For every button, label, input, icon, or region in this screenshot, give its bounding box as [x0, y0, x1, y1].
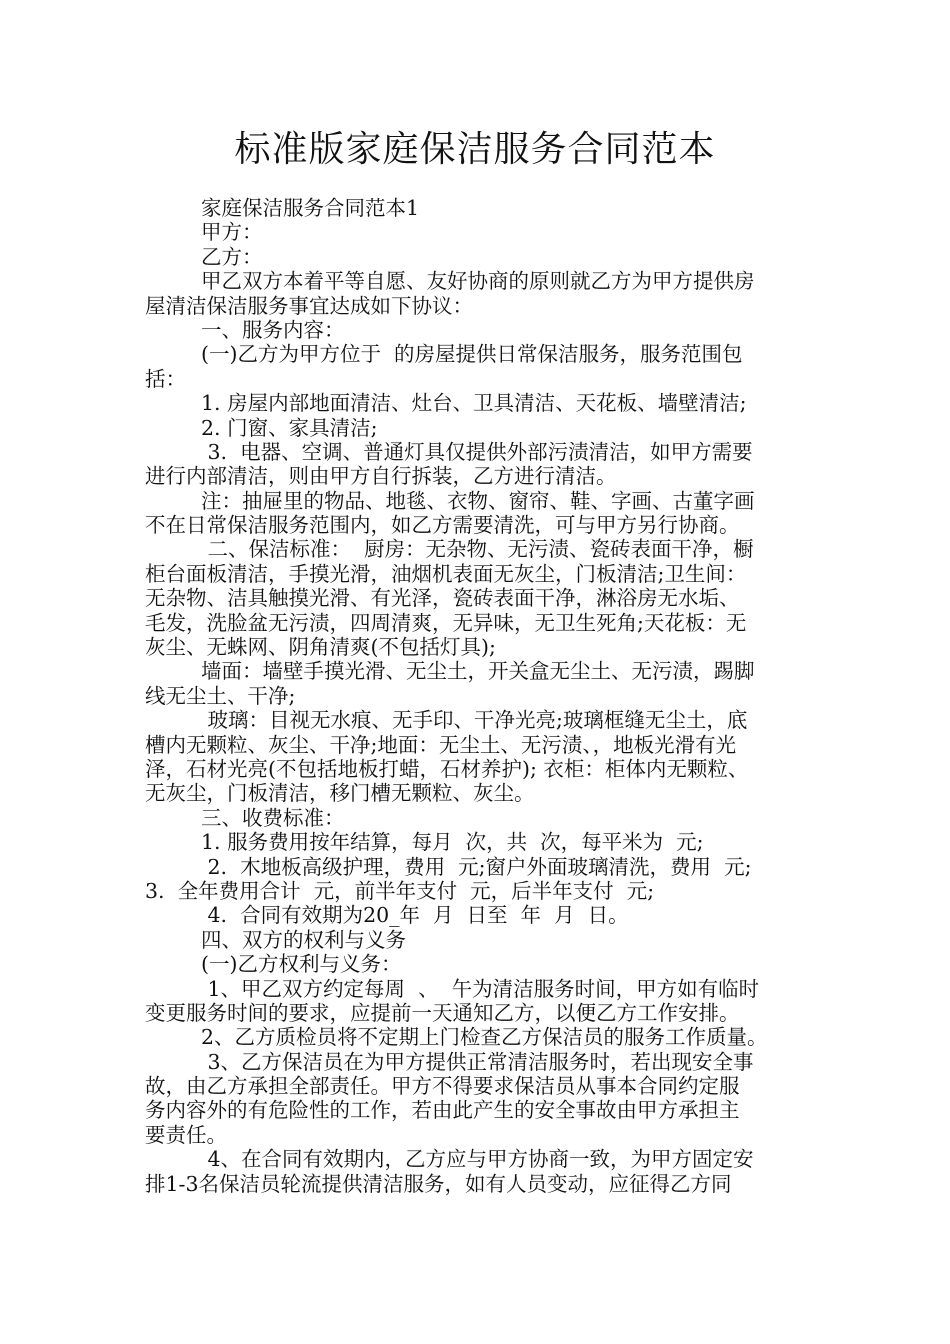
text-line: 柜台面板清洁，手摸光滑，油烟机表面无灰尘，门板清洁;卫生间：	[145, 561, 747, 586]
text-line: 括：	[145, 366, 186, 391]
text-line: 甲乙双方本着平等自愿、友好协商的原则就乙方为甲方提供房	[201, 269, 755, 294]
text-line: 要责任。	[145, 1122, 227, 1147]
text-line: 3、乙方保洁员在为甲方提供正常清洁服务时，若出现安全事	[201, 1049, 754, 1074]
text-line: 注：抽屉里的物品、地毯、衣物、窗帘、鞋、字画、古董字画	[201, 488, 755, 513]
document-body	[145, 196, 810, 1196]
text-line: 线无尘土、干净;	[145, 683, 296, 708]
text-line: (一)乙方权利与义务：	[201, 952, 402, 977]
text-line: 二、保洁标准： 厨房：无杂物、无污渍、瓷砖表面干净，橱	[201, 537, 754, 562]
text-line: 1. 房屋内部地面清洁、灶台、卫具清洁、天花板、墙壁清洁;	[201, 391, 747, 416]
text-line: 务内容外的有危险性的工作，若由此产生的安全事故由甲方承担主	[145, 1098, 740, 1123]
text-line: 毛发，洗脸盆无污渍，四周清爽，无异味，无卫生死角;天花板：无	[145, 610, 747, 635]
text-line: 1. 服务费用按年结算，每月 次，共 次，每平米为 元;	[201, 830, 704, 855]
text-line: 无灰尘，门板清洁，移门槽无颗粒、灰尘。	[145, 781, 535, 806]
text-line: 故，由乙方承担全部责任。甲方不得要求保洁员从事本合同约定服	[145, 1074, 740, 1099]
text-line: 槽内无颗粒、灰尘、干净;地面：无尘土、无污渍、，地板光滑有光	[145, 732, 737, 757]
text-line: 家庭保洁服务合同范本1	[201, 196, 420, 220]
text-line: 2、乙方质检员将不定期上门检查乙方保洁员的服务工作质量。	[201, 1025, 768, 1050]
text-line: 无杂物、洁具触摸光滑、有光泽，瓷砖表面干净，淋浴房无水垢、	[145, 586, 740, 611]
text-line: 排1-3名保洁员轮流提供清洁服务，如有人员变动，应征得乙方同	[145, 1171, 732, 1196]
text-line: 灰尘、无蛛网、阴角清爽(不包括灯具);	[145, 635, 496, 660]
text-line: 屋清洁保洁服务事宜达成如下协议：	[145, 293, 473, 318]
document-title: 标准版家庭保洁服务合同范本	[234, 129, 716, 170]
text-line: 一、服务内容：	[201, 317, 345, 342]
text-line: (一)乙方为甲方位于 的房屋提供日常保洁服务，服务范围包	[201, 342, 743, 367]
text-line: 泽，石材光亮(不包括地板打蜡，石材养护); 衣柜：柜体内无颗粒、	[145, 756, 749, 781]
text-line: 4. 合同有效期为20_年 月 日至 年 月 日。	[201, 903, 629, 928]
text-line: 墙面：墙壁手摸光滑、无尘土，开关盒无尘土、无污渍，踢脚	[201, 659, 755, 684]
text-line: 2. 门窗、家具清洁;	[201, 415, 378, 440]
text-line: 乙方：	[201, 244, 263, 269]
text-line: 进行内部清洁，则由甲方自行拆装，乙方进行清洁。	[145, 464, 617, 489]
text-line: 3. 电器、空调、普通灯具仅提供外部污渍清洁，如甲方需要	[201, 439, 753, 464]
text-line: 四、双方的权利与义务	[201, 927, 406, 952]
text-line: 变更服务时间的要求，应提前一天通知乙方，以便乙方工作安排。	[145, 1000, 740, 1025]
text-line: 不在日常保洁服务范围内，如乙方需要清洗，可与甲方另行协商。	[145, 513, 740, 538]
text-line: 1、甲乙双方约定每周 、 午为清洁服务时间，甲方如有临时	[201, 976, 760, 1001]
text-line: 3. 全年费用合计 元，前半年支付 元，后半年支付 元;	[145, 878, 655, 903]
text-line: 4、在合同有效期内，乙方应与甲方协商一致，为甲方固定安	[201, 1147, 754, 1172]
text-line: 甲方：	[201, 220, 263, 245]
text-line: 2. 木地板高级护理，费用 元;窗户外面玻璃清洗，费用 元;	[201, 854, 752, 879]
text-line: 玻璃：目视无水痕、无手印、干净光亮;玻璃框缝无尘土，底	[201, 708, 748, 733]
text-line: 三、收费标准：	[201, 805, 345, 830]
